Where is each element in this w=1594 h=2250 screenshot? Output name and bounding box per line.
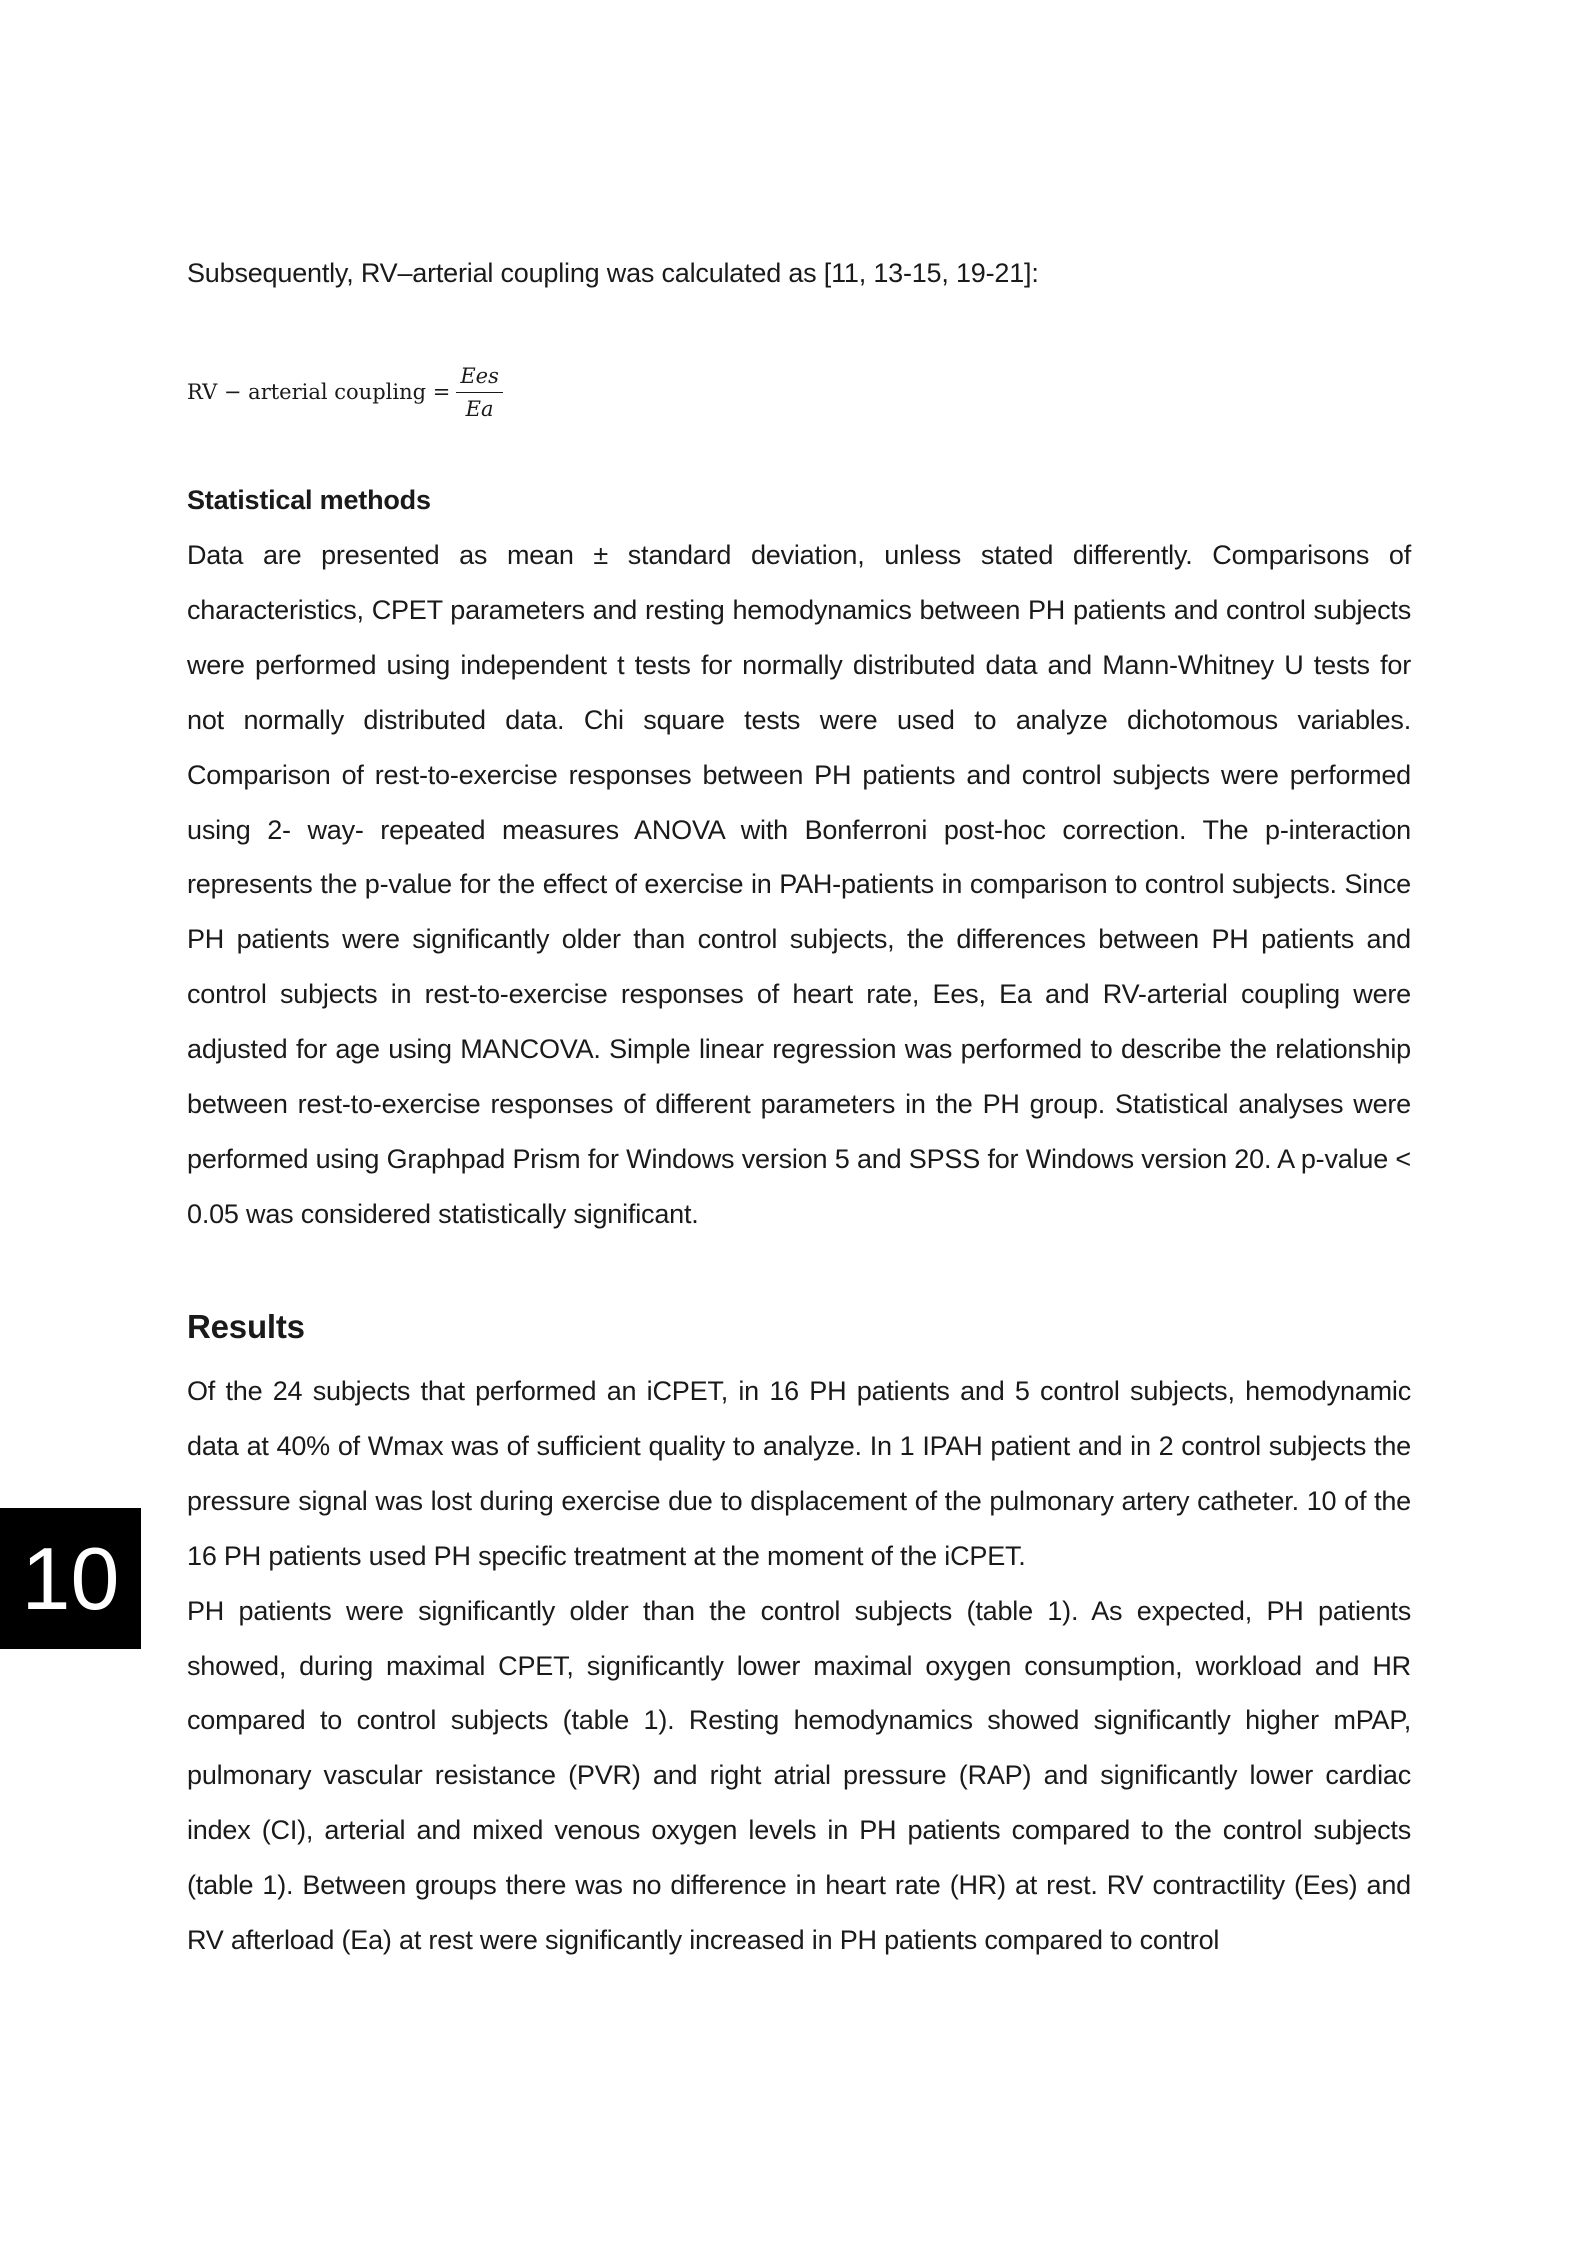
results-paragraph-2: PH patients were significantly older than the control subjects (table 1). As expected, PH patients showed, during maximal CPET, significantly lower maximal oxygen consumption, workload and HR compared to control subjects (table 1). Resting hemodynamics showed significantly higher mPAP, pulmonary vascular resistance (PVR) and right atrial pressure (RAP) and significantly lower cardiac index (CI), arterial and mixed venous oxygen levels in PH patients compared to the control subjects (table 1). Between groups there was no difference in heart rate (HR) at rest. RV contractility (Ees) and RV afterload (Ea) at rest were significantly increased in PH patients compared to control [187, 1595, 1411, 1956]
equation-denominator: Ea [465, 396, 494, 421]
results-heading: Results [187, 1308, 305, 1345]
results-section-body [187, 1364, 1411, 1968]
coupling-equation [187, 356, 503, 428]
statistical-methods-paragraph: Data are presented as mean ± standard deviation, unless stated differently. Comparisons of characteristics, CPET parameters and resting hemodynamics between PH patients and control subjects were performed using independent t tests for normally distributed data and Mann-Whitney U tests for not normally distributed data. Chi square tests were used to analyze dichotomous variables. Comparison of rest-to-exercise responses between PH patients and control subjects were performed using 2- way- repeated measures ANOVA with Bonferroni post-hoc correction. The p-interaction represents the p-value for the effect of exercise in PAH-patients in comparison to control subjects. Since PH patients were significantly older than control subjects, the differences between PH patients and control subjects in rest-to-exercise responses of heart rate, Ees, Ea and RV-arterial coupling were adjusted for age using MANCOVA. Simple linear regression was performed to describe the relationship between rest-to-exercise responses of different parameters in the PH group. Statistical analyses were performed using Graphpad Prism for Windows version 5 and SPSS for Windows version 20. A p-value < 0.05 was considered statistically significant. [187, 540, 1411, 1229]
results-paragraph-1: Of the 24 subjects that performed an iCPET, in 16 PH patients and 5 control subjects, hemodynamic data at 40% of Wmax was of sufficient quality to analyze. In 1 IPAH patient and in 2 control subjects the pressure signal was lost during exercise due to displacement of the pulmonary artery catheter. 10 of the 16 PH patients used PH specific treatment at the moment of the iCPET. [187, 1376, 1411, 1571]
page-number-tab: 10 [0, 1508, 141, 1649]
intro-sentence: Subsequently, RV–arterial coupling was calculated as [11, 13-15, 19-21]: [187, 258, 1039, 288]
equation-fraction [456, 364, 503, 421]
equation-lhs: RV − arterial coupling = [187, 380, 451, 404]
equation-numerator: Ees [456, 364, 503, 393]
statistical-methods-heading: Statistical methods [187, 485, 431, 515]
